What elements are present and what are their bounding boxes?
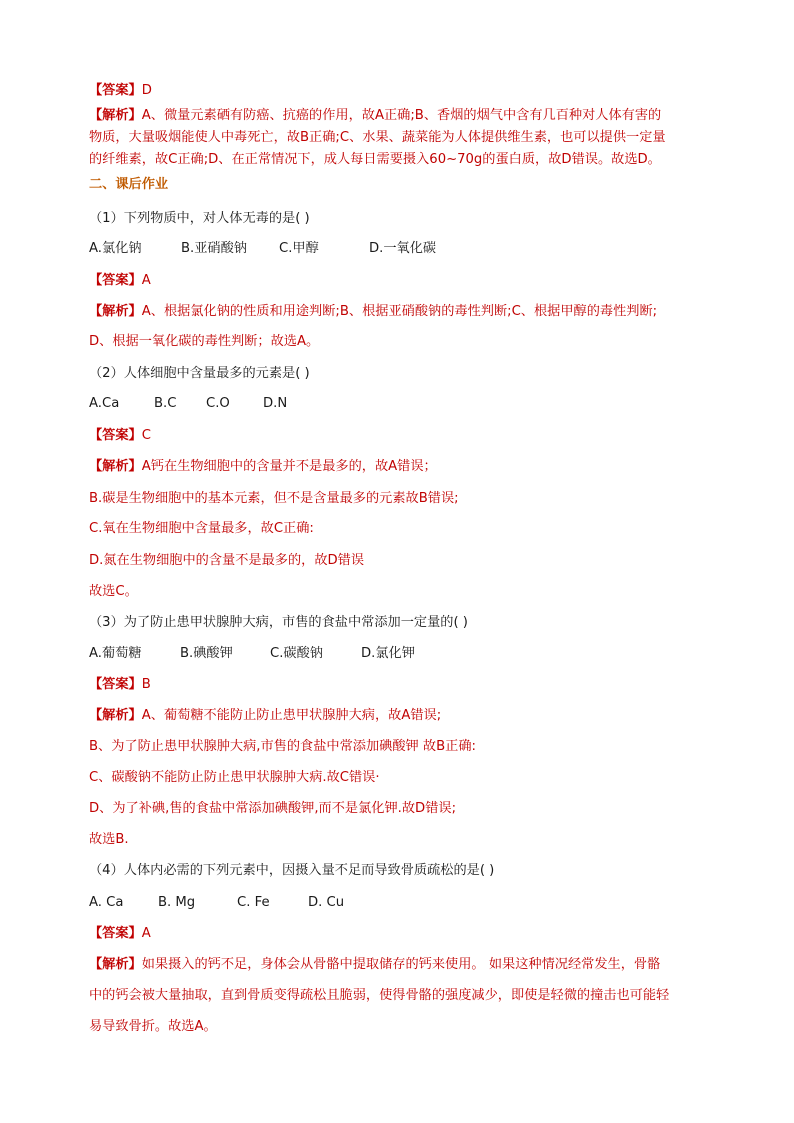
q1-option-d: D.一氧化碳 [369, 241, 437, 256]
q4-option-b: B. Mg [158, 895, 196, 910]
q4-stem: （4）人体内必需的下列元素中，因摄入量不足而导致骨质疏松的是( ) [89, 863, 495, 878]
q4-option-a: A. Ca [89, 895, 124, 910]
q3-stem: （3）为了防止患甲状腺肿大病，市售的食盐中常添加一定量的( ) [89, 615, 468, 630]
q1-stem: （1）下列物质中，对人体无毒的是( ) [89, 211, 310, 226]
prev-answer-value: D [141, 83, 152, 98]
prev-analysis-line-3: 的纤维素，故C正确;D、在正常情况下，成人每日需要摄入60~70g的蛋白质，故D错误。故选D。 [89, 152, 661, 167]
q4-options [89, 894, 709, 912]
q4-analysis-line-3: 易导致骨折。故选A。 [89, 1019, 217, 1034]
q2-analysis-line-3: C.氧在生物细胞中含量最多，故C正确: [89, 521, 314, 536]
q3-option-d: D.氯化钾 [361, 646, 415, 661]
q3-analysis-line-2: B、为了防止患甲状腺肿大病,市售的食盐中常添加碘酸钾 故B正确: [89, 739, 476, 754]
q2-option-c: C.O [206, 396, 230, 411]
q3-answer: 【答案】B [89, 677, 151, 692]
q2-options [89, 395, 709, 413]
q4-option-c: C. Fe [237, 895, 270, 910]
q1-option-c: C.甲醇 [279, 241, 319, 256]
q3-option-a: A.葡萄糖 [89, 646, 142, 661]
q2-option-b: B.C [154, 396, 177, 411]
q3-analysis-line-4: D、为了补碘,售的食盐中常添加碘酸钾,而不是氯化钾.故D错误; [89, 801, 457, 816]
section-heading: 二、课后作业 [89, 177, 169, 192]
q4-answer: 【答案】A [89, 926, 151, 941]
q2-stem: （2）人体细胞中含量最多的元素是( ) [89, 366, 310, 381]
q2-analysis-line-1: 【解析】A钙在生物细胞中的含量并不是最多的，故A错误； [89, 459, 437, 474]
q1-option-a: A.氯化钠 [89, 241, 142, 256]
q3-option-b: B.碘酸钾 [180, 646, 233, 661]
q2-option-d: D.N [263, 396, 288, 411]
q2-option-a: A.Ca [89, 396, 120, 411]
q2-analysis-line-2: B.碳是生物细胞中的基本元素，但不是含量最多的元素故B错误; [89, 491, 459, 506]
q3-analysis-line-5: 故选B. [89, 832, 129, 847]
q1-option-b: B.亚硝酸钠 [181, 241, 247, 256]
q3-analysis-line-1: 【解析】A、葡萄糖不能防止防止患甲状腺肿大病，故A错误; [89, 708, 442, 723]
q3-analysis-line-3: C、碳酸钠不能防止防止患甲状腺肿大病.故C错误· [89, 770, 380, 785]
q2-answer: 【答案】C [89, 428, 151, 443]
q3-options [89, 645, 709, 663]
q2-analysis-line-5: 故选C。 [89, 584, 138, 599]
q4-analysis-line-1: 【解析】如果摄入的钙不足，身体会从骨骼中提取储存的钙来使用。 如果这种情况经常发生，骨骼 [89, 957, 661, 972]
q4-analysis-line-2: 中的钙会被大量抽取，直到骨质变得疏松且脆弱，使得骨骼的强度减少，即使是轻微的撞击也可能轻 [89, 988, 670, 1003]
prev-answer: 【答案】D [89, 83, 152, 98]
q3-option-c: C.碳酸钠 [270, 646, 323, 661]
q1-options [89, 240, 709, 258]
q4-option-d: D. Cu [308, 895, 345, 910]
q1-analysis-line-1: 【解析】A、根据氯化钠的性质和用途判断;B、根据亚硝酸钠的毒性判断;C、根据甲醇的毒性判断; [89, 304, 658, 319]
q1-answer: 【答案】A [89, 273, 151, 288]
q2-analysis-line-4: D.氮在生物细胞中的含量不是最多的，故D错误 [89, 553, 365, 568]
q1-analysis-line-2: D、根据一氧化碳的毒性判断；故选A。 [89, 334, 320, 349]
prev-analysis-line-1: 【解析】A、微量元素硒有防癌、抗癌的作用，故A正确;B、香烟的烟气中含有几百种对人体有害的 [89, 108, 662, 123]
prev-analysis-line-2: 物质，大量吸烟能使人中毒死亡，故B正确;C、水果、蔬菜能为人体提供维生素，也可以提供一定量 [89, 130, 666, 145]
